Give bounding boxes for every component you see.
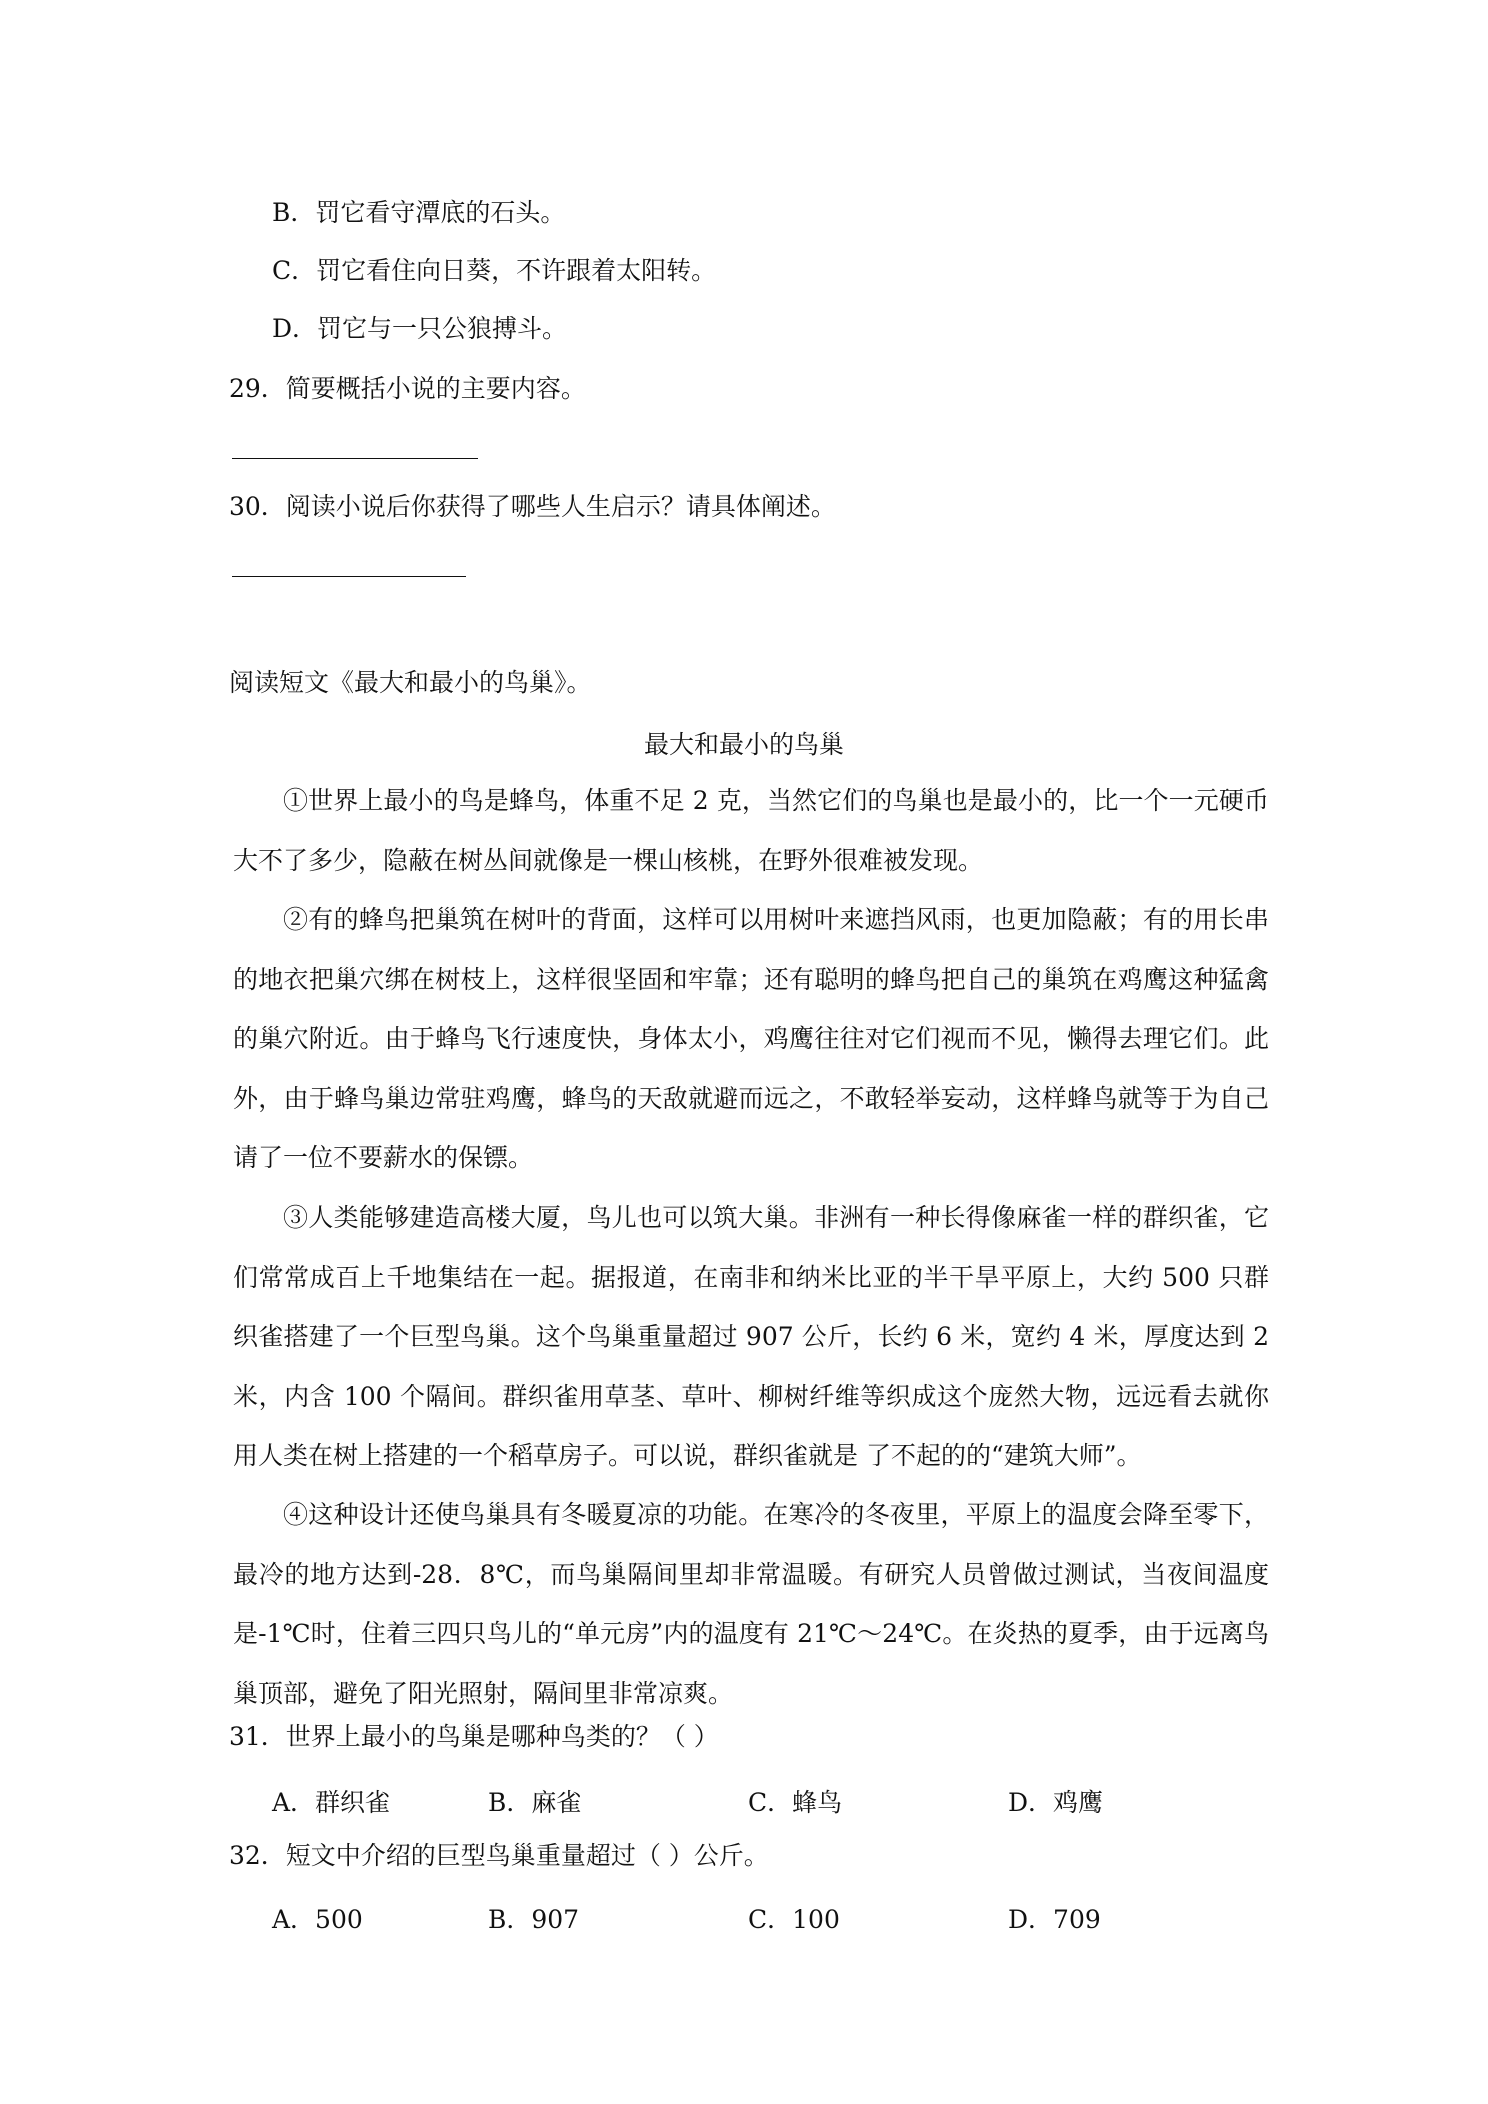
option-d: D．罚它与一只公狼搏斗。 — [272, 314, 568, 343]
question-30: 30．阅读小说后你获得了哪些人生启示？请具体阐述。 — [229, 492, 836, 521]
q32-option-b[interactable]: B．907 — [488, 1905, 580, 1934]
question-31: 31．世界上最小的鸟巢是哪种鸟类的？（ ） — [229, 1722, 719, 1751]
q32-option-d[interactable]: D．709 — [1008, 1905, 1101, 1934]
reading-intro: 阅读短文《最大和最小的鸟巢》。 — [229, 668, 592, 697]
article-paragraph-3: ③人类能够建造高楼大厦，鸟儿也可以筑大巢。非洲有一种长得像麻雀一样的群织雀，它们常常成百上千地集结在一起。据报道，在南非和纳米比亚的半干旱平原上，大约 500 只群织雀搭建了一个巨型鸟巢。这个鸟巢重量超过 907 公斤，长约 6 米，宽约 4 米，厚度达到 2 米，内含 100 个隔间。群织雀用草茎、草叶、柳树纤维等织成这个庞然大物，远远看去就你用人类在树上搭建的一个稻草房子。可以说，群织雀就是 了不起的的“建筑大师”。 — [233, 1203, 1269, 1470]
option-c: C．罚它看住向日葵，不许跟着太阳转。 — [272, 256, 717, 285]
question-29: 29．简要概括小说的主要内容。 — [229, 374, 586, 403]
answer-blank-29[interactable] — [232, 458, 478, 459]
article-paragraph-4: ④这种设计还使鸟巢具有冬暖夏凉的功能。在寒冷的冬夜里，平原上的温度会降至零下，最冷的地方达到-28．8℃，而鸟巢隔间里却非常温暖。有研究人员曾做过测试，当夜间温度是-1℃时，住着三四只鸟儿的“单元房”内的温度有 21℃～24℃。在炎热的夏季，由于远离鸟巢顶部，避免了阳光照射，隔间里非常凉爽。 — [233, 1500, 1269, 1708]
option-b: B．罚它看守潭底的石头。 — [272, 198, 566, 227]
q32-option-a[interactable]: A．500 — [272, 1905, 363, 1934]
q31-option-d[interactable]: D．鸡鹰 — [1008, 1788, 1104, 1817]
answer-blank-30[interactable] — [232, 576, 466, 577]
q32-option-c[interactable]: C．100 — [748, 1905, 840, 1934]
article-paragraph-2: ②有的蜂鸟把巢筑在树叶的背面，这样可以用树叶来遮挡风雨，也更加隐蔽；有的用长串的地衣把巢穴绑在树枝上，这样很坚固和牢靠；还有聪明的蜂鸟把自己的巢筑在鸡鹰这种猛禽的巢穴附近。由于蜂鸟飞行速度快，身体太小，鸡鹰往往对它们视而不见，懒得去理它们。此外，由于蜂鸟巢边常驻鸡鹰，蜂鸟的天敌就避而远之，不敢轻举妄动，这样蜂鸟就等于为自己请了一位不要薪水的保镖。 — [233, 905, 1269, 1172]
article-paragraph-1: ①世界上最小的鸟是蜂鸟，体重不足 2 克，当然它们的鸟巢也是最小的，比一个一元硬币大不了多少，隐蔽在树丛间就像是一棵山核桃，在野外很难被发现。 — [233, 786, 1269, 875]
q31-option-a[interactable]: A．群织雀 — [272, 1788, 391, 1817]
article-title: 最大和最小的鸟巢 — [643, 730, 844, 759]
q31-option-b[interactable]: B．麻雀 — [488, 1788, 582, 1817]
question-32: 32．短文中介绍的巨型鸟巢重量超过（ ）公斤。 — [229, 1841, 769, 1870]
q31-option-c[interactable]: C．蜂鸟 — [748, 1788, 843, 1817]
